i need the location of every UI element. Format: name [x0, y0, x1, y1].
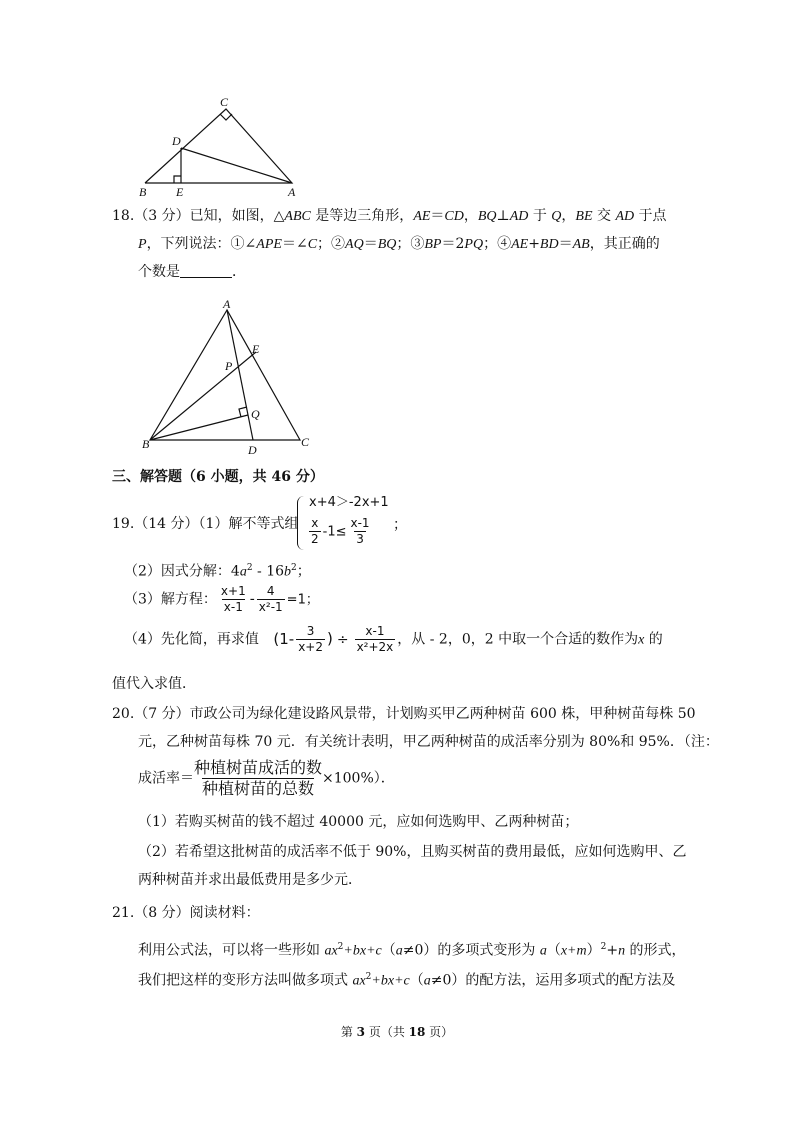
system-line-2: $\frac{x}{2}$ -1≤ $\frac{x-1}{3}$	[311, 516, 370, 546]
label-E: E	[176, 185, 184, 199]
label-C: C	[220, 95, 229, 109]
question-21: 21.（8 分）阅读材料： 利用公式法，可以将一些形如 $ax^2+bx+c(a\ne 0)$的多项式变形为 $a(x+m)^2+n$ 的形式， 我们把这样的变形方法叫做多项式 $ax^2+bx+c(a\ne 0)$的配方法，运用多项式的配方法及	[112, 905, 686, 989]
page-total: 18	[408, 1025, 426, 1039]
system-line-1: x+4＞-2x+1	[309, 495, 389, 510]
section-heading: 三、解答题（6 小题，共 46 分）	[112, 469, 324, 485]
system-brace	[297, 496, 304, 550]
label-A: A	[288, 185, 296, 199]
label-B: B	[142, 437, 150, 451]
label-C: C	[301, 435, 310, 449]
label-P: P	[225, 359, 233, 373]
label-A: A	[223, 298, 231, 311]
figure-17-triangle	[130, 92, 310, 200]
page-number: 3	[356, 1025, 365, 1039]
question-19: 19.（14 分）（1）解不等式组 x+4＞-2x+1 $\frac{x}{2}$ -1≤ $\frac{x-1}{3}$ ； （2）因式分解：$4a^2 - 16b^2$； （3）解方程： $\frac{x+1}{x-1}$ - $\frac{4}{\text{x²-1}}$ =1； （4）先化简，再求值 (1- $\frac{3}{x+2}$ ) ÷ $\frac{x-1}{\text{x²+2x}}$ ，从 - 2，0，2 中取一个合适的数作为x 的 值代入求值．	[112, 495, 663, 692]
survival-rate-fraction: $\frac{\text{种植树苗成活的数}}{\text{种植树苗的总数}}$	[194, 758, 323, 798]
page-footer: 第 3 页（共 18 页）	[340, 1025, 454, 1039]
question-20: 20.（7 分）市政公司为绿化建设路风景带，计划购买甲乙两种树苗 600 株，甲种树苗每株 50 元，乙种树苗每株 70 元．有关统计表明，甲乙两种树苗的成活率分别为 80%和 95%．（注： 成活率＝ $\frac{\text{种植树苗成活的数}}{\text{种植树苗的总数}}$ ×100%）． （1）若购买树苗的钱不超过 40000 元，应如何选购甲、乙两种树苗； （2）若希望这批树苗的成活率不低于 90%，且购买树苗的费用最低，应如何选购甲、乙 两种树苗并求出最低费用是多少元．	[112, 706, 719, 888]
label-Q: Q	[251, 407, 260, 421]
question-18: 18.（3 分）已知，如图，△ABC 是等边三角形，AE＝CD，BQ⊥AD 于 Q，BE 交 AD 于点 P，下列说法：①∠APE＝∠C；②AQ＝BQ；③BP＝2PQ；④AE+BD＝AB，其正确的 个数是 ．	[112, 208, 667, 280]
label-D: D	[248, 443, 257, 456]
answer-blank[interactable]	[180, 263, 232, 278]
label-E: E	[252, 342, 260, 356]
label-B: B	[139, 185, 147, 199]
figure-18-equilateral-triangle	[135, 298, 325, 456]
label-D: D	[172, 134, 181, 148]
